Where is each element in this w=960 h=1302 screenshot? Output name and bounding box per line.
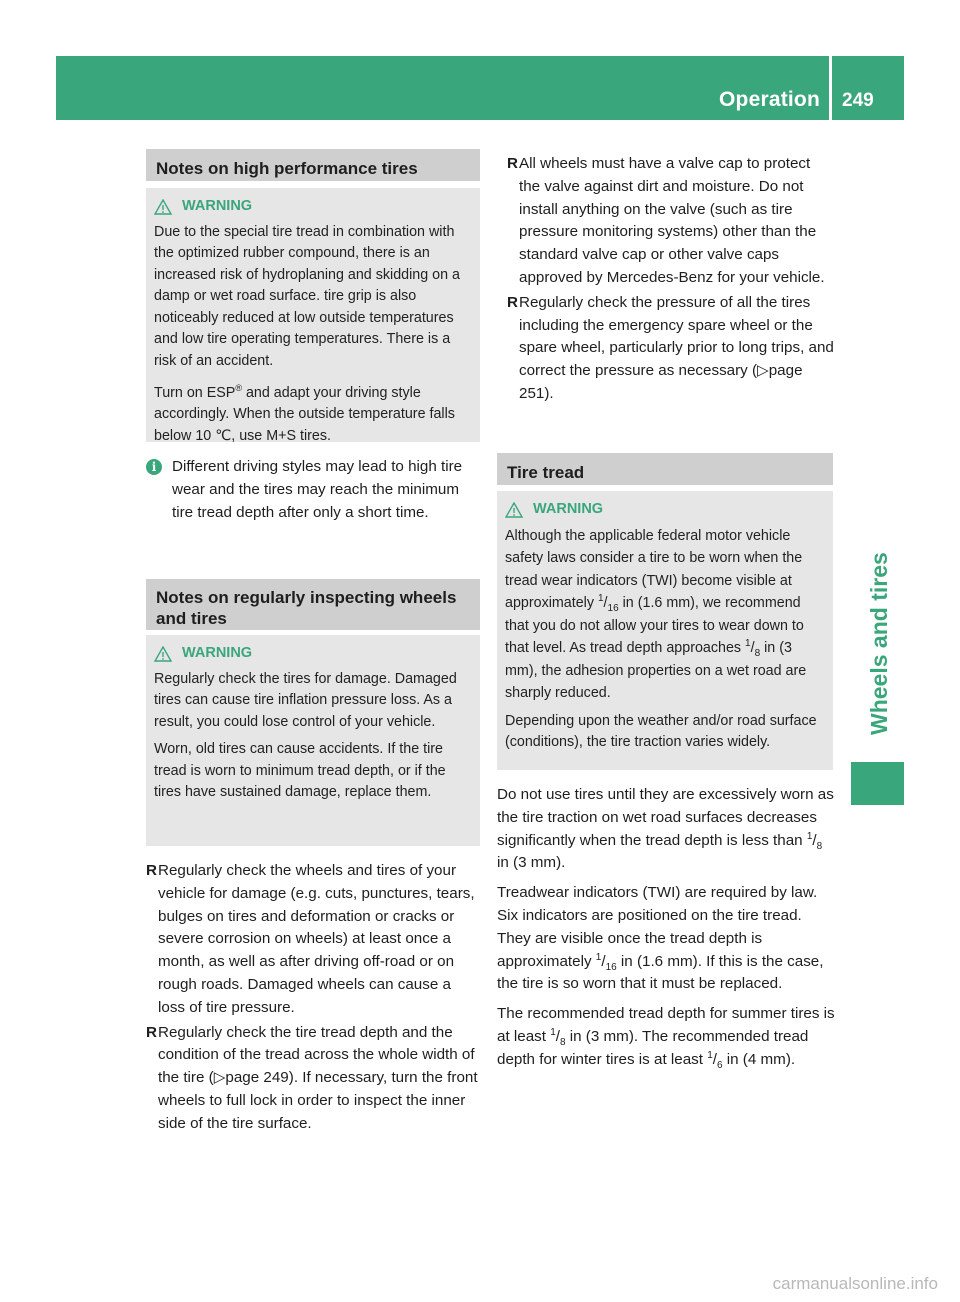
list-item	[146, 860, 480, 1020]
warning-title	[505, 499, 825, 521]
warning-label: WARNING	[182, 645, 253, 661]
info-note	[146, 456, 480, 524]
warning-box-tire-tread	[497, 491, 833, 770]
bullet-icon: R	[507, 155, 518, 172]
list-item-text: All wheels must have a valve cap to protect the valve against dirt and moisture. Do not install anything on the valve (such as tire pressure monitoring systems) other than the standard valve cap or other valve caps approved by Mercedes-Benz for your vehicle.	[519, 155, 825, 286]
section-heading-inspecting	[146, 579, 480, 630]
page-reference-link[interactable]: page 251	[519, 362, 803, 402]
section-title: Notes on regularly inspecting wheels and tires	[156, 588, 457, 628]
triangle-pointer-icon: ▷	[213, 1069, 226, 1087]
bullet-list-left	[146, 860, 480, 1136]
warning-triangle-icon	[505, 502, 523, 518]
warning-label: WARNING	[182, 198, 253, 214]
list-item	[507, 292, 835, 406]
section-title: Tire tread	[507, 463, 585, 482]
header-separator	[829, 56, 832, 120]
bullet-icon: R	[507, 293, 518, 311]
warning-text: Although the applicable federal motor vehicle safety laws consider a tire to be worn when the tread wear indicators (TWI) become visible at approximately $^1/_{16}$ in (1.6 mm), we recommend that you do not allow your tires to wear down to that level. As tread depth approaches $^1/_8$ in (3 mm), the adhesion properties on a wet road are sharply reduced.	[505, 527, 807, 701]
side-tab-marker	[851, 762, 904, 805]
warning-triangle-icon	[154, 199, 172, 215]
warning-text: Due to the special tire tread in combination with the optimized rubber compound, there is an increased risk of hydroplaning and skidding on a damp or wet road surface. tire grip is also noticeably reduced at low outside temperatures and low tire operating temperatures. There is a risk of an accident.	[154, 223, 460, 369]
page-title: Operation	[719, 88, 820, 111]
paragraph: Do not use tires until they are excessively worn as the tire traction on wet road surfaces decreases significantly when the tread depth is less than $^1/_8$ in (3 mm).	[497, 786, 834, 872]
page-reference-link[interactable]: page 249	[225, 1069, 289, 1087]
page-number: 249	[842, 90, 874, 111]
side-tab-label: Wheels and tires	[866, 552, 892, 735]
warning-text: Regularly check the tires for damage. Damaged tires can cause tire inflation pressure loss. As a result, you could lose control of your vehicle.	[154, 670, 457, 730]
section-heading-tire-tread	[497, 453, 833, 485]
section-title: Notes on high performance tires	[156, 159, 418, 178]
list-item-text: Regularly check the pressure of all the tires including the emergency spare wheel or the spare wheel, particularly prior to long trips, and correct the pressure as necessary (▷page 251).	[519, 293, 834, 402]
tire-tread-body	[497, 784, 835, 1079]
warning-label: WARNING	[533, 501, 604, 517]
info-text: Different driving styles may lead to high tire wear and the tires may reach the minimum tire tread depth after only a short time.	[172, 458, 463, 521]
paragraph: The recommended tread depth for summer tires is at least $^1/_8$ in (3 mm). The recommended tread depth for winter tires is at least $^1/_6$ in (4 mm).	[497, 1005, 835, 1071]
info-icon: i	[146, 459, 162, 475]
warning-box-inspecting	[146, 635, 480, 846]
warning-text: Worn, old tires can cause accidents. If the tire tread is worn to minimum tread depth, or if the tires have sustained damage, replace them.	[154, 741, 446, 800]
warning-triangle-icon	[154, 646, 172, 662]
list-item	[507, 153, 835, 290]
warning-title	[154, 643, 472, 665]
watermark: carmanualsonline.info	[772, 1274, 938, 1293]
bullet-list-right	[507, 153, 835, 406]
paragraph: Treadwear indicators (TWI) are required by law. Six indicators are positioned on the tire tread. They are visible once the tread depth is approximately $^1/_{16}$ in (1.6 mm). If this is the case, the tire is so worn that it must be replaced.	[497, 884, 824, 993]
warning-title	[154, 196, 472, 218]
warning-text: Depending upon the weather and/or road surface (conditions), the tire traction varies widely.	[505, 712, 817, 750]
bullet-icon: R	[146, 1023, 157, 1041]
bullet-icon: R	[146, 862, 157, 879]
list-item	[146, 1022, 480, 1136]
section-heading-high-performance	[146, 149, 480, 181]
warning-text: Turn on ESP® and adapt your driving style accordingly. When the outside temperature falls below 10 ℃, use M+S tires.	[154, 383, 455, 444]
warning-box-high-performance	[146, 188, 480, 442]
list-item-text: Regularly check the tire tread depth and the condition of the tread across the whole width of the tire (▷page 249). If necessary, turn the front wheels to full lock in order to inspect the inner side of the tire surface.	[158, 1023, 478, 1132]
triangle-pointer-icon: ▷	[757, 362, 769, 380]
list-item-text: Regularly check the wheels and tires of your vehicle for damage (e.g. cuts, punctures, tears, bulges on tires and deformation or cracks or severe corrosion on wheels) at least once a month, as well as after driving off-road or on rough roads. Damaged wheels can cause a loss of tire pressure.	[158, 862, 475, 1016]
